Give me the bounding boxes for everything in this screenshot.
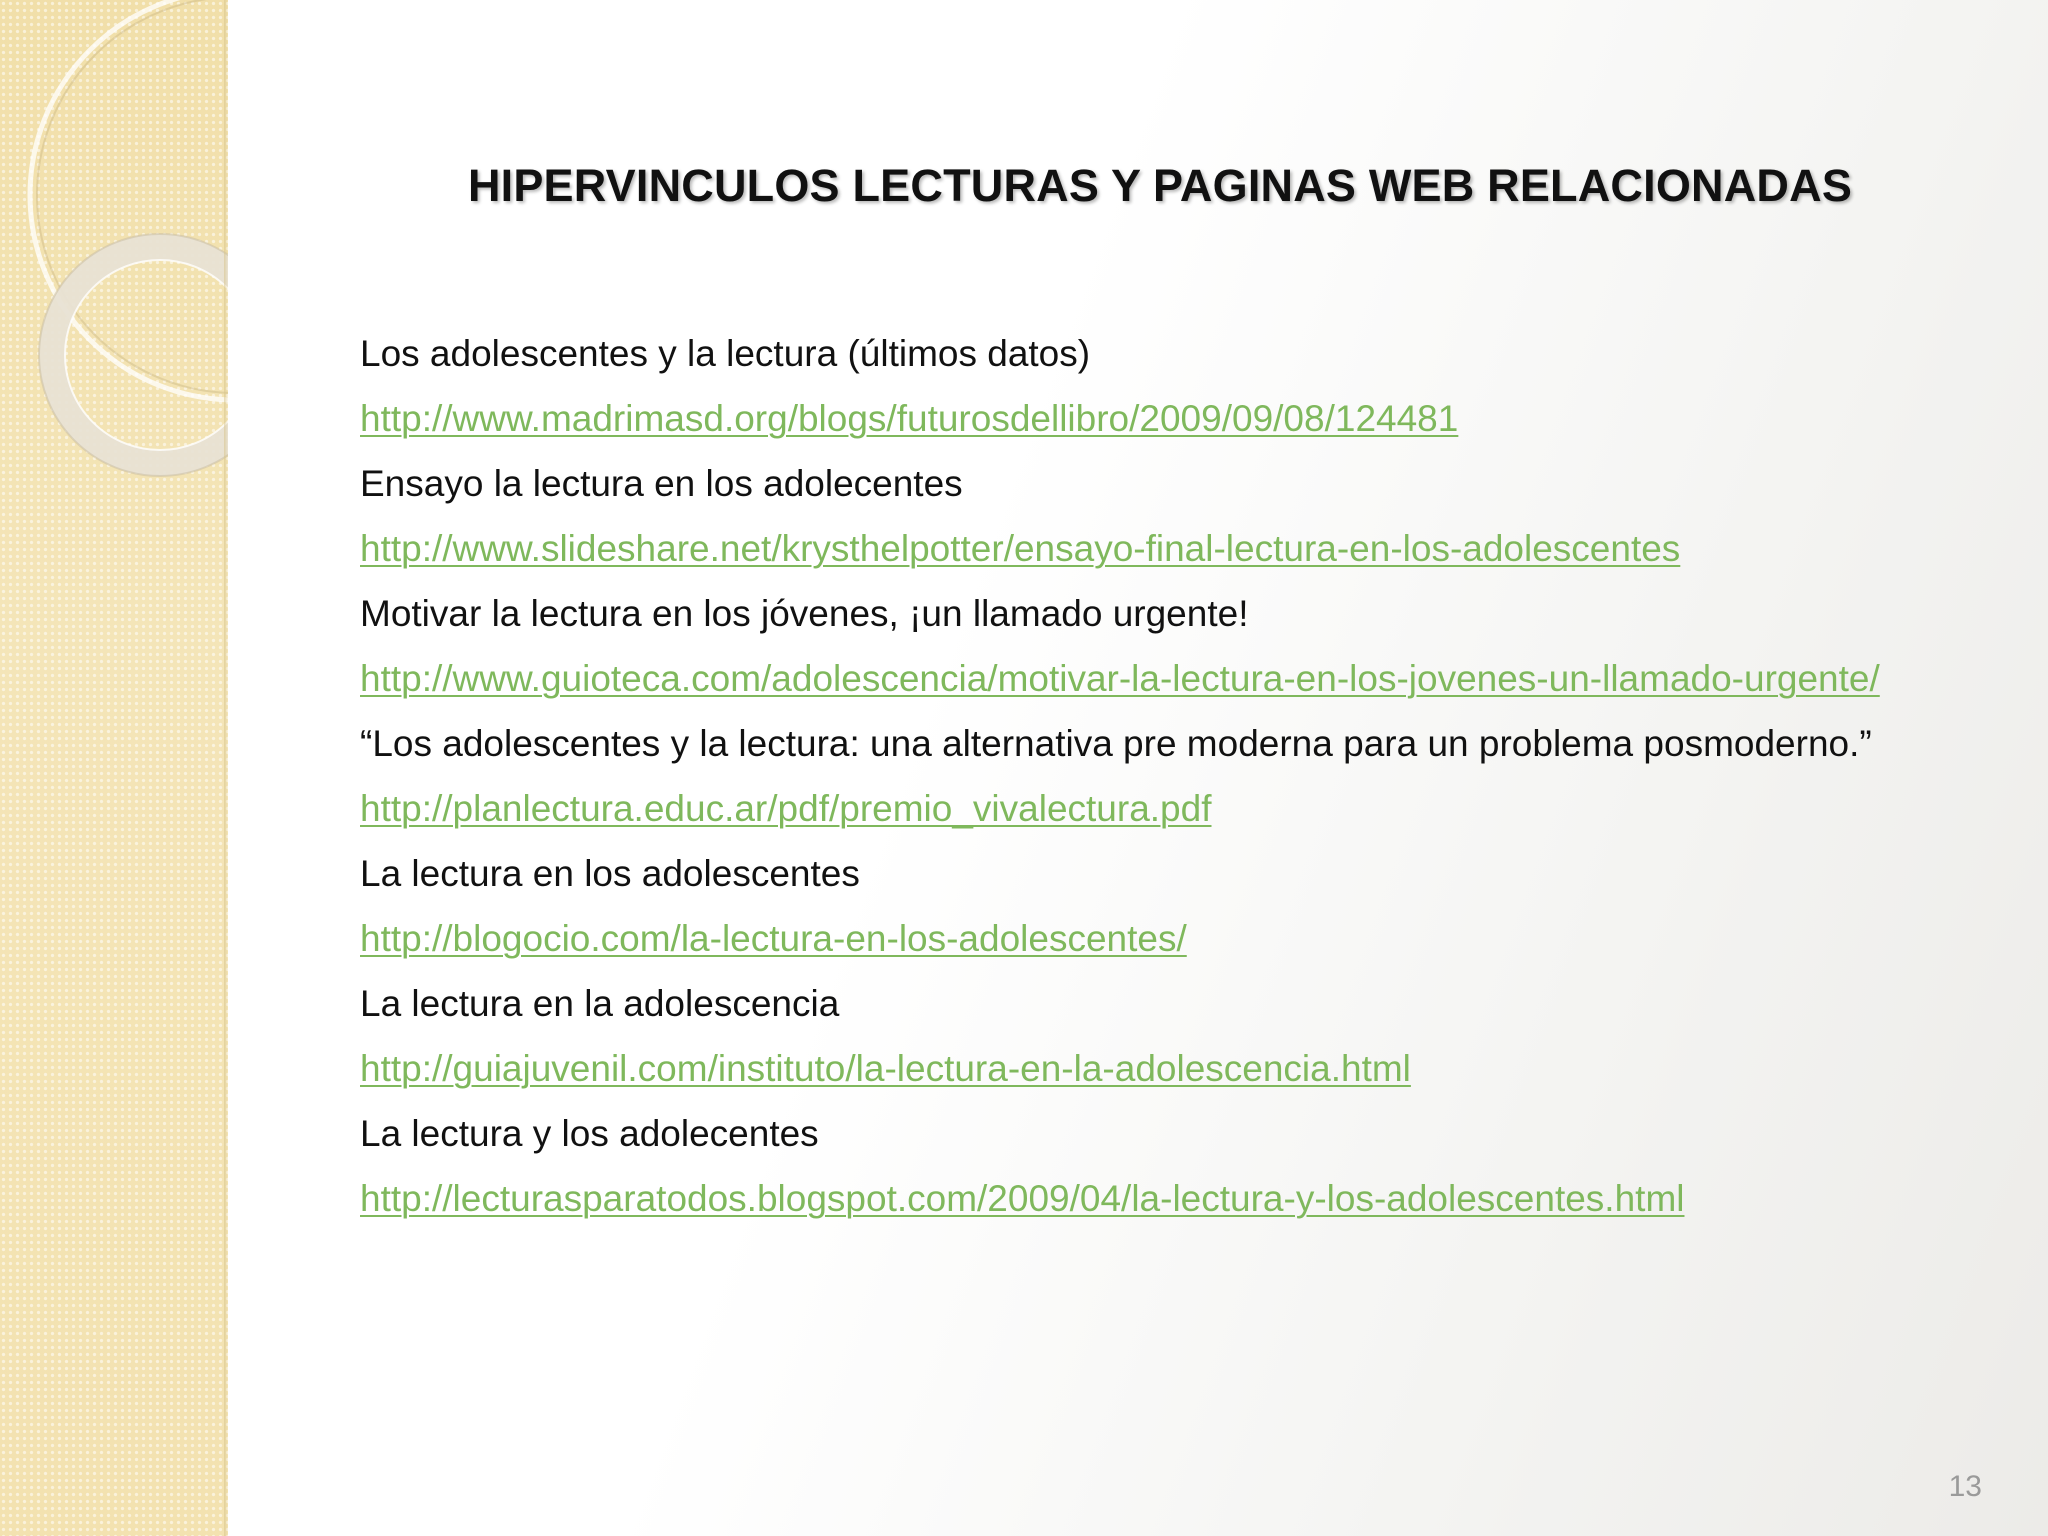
hyperlink[interactable]: http://guiajuvenil.com/instituto/la-lectura-en-la-adolescencia.html bbox=[360, 1048, 1411, 1089]
entry-link[interactable] bbox=[360, 1175, 1980, 1223]
entry-text: La lectura en la adolescencia bbox=[360, 983, 840, 1024]
entry-text: La lectura y los adolecentes bbox=[360, 1113, 819, 1154]
slide-title: HIPERVINCULOS LECTURAS Y PAGINAS WEB RELACIONADAS bbox=[467, 160, 1853, 211]
entry-text: Ensayo la lectura en los adolecentes bbox=[360, 463, 963, 504]
entry-text: La lectura en los adolescentes bbox=[360, 853, 860, 894]
entry-label bbox=[360, 850, 1980, 898]
hyperlink[interactable]: http://blogocio.com/la-lectura-en-los-adolescentes/ bbox=[360, 918, 1187, 959]
entry-label bbox=[360, 330, 1980, 378]
hyperlink[interactable]: http://www.madrimasd.org/blogs/futurosdellibro/2009/09/08/124481 bbox=[360, 398, 1459, 439]
entry-link[interactable] bbox=[360, 915, 1980, 963]
entry-text: Motivar la lectura en los jóvenes, ¡un llamado urgente! bbox=[360, 593, 1249, 634]
hyperlink[interactable]: http://planlectura.educ.ar/pdf/premio_vivalectura.pdf bbox=[360, 788, 1212, 829]
entries-list bbox=[360, 330, 1980, 1240]
entry-link[interactable] bbox=[360, 785, 1980, 833]
hyperlink[interactable]: http://www.guioteca.com/adolescencia/motivar-la-lectura-en-los-jovenes-un-llamado-urgente/ bbox=[360, 658, 1880, 699]
decorative-side-panel bbox=[0, 0, 228, 1536]
hyperlink[interactable]: http://lecturasparatodos.blogspot.com/2009/04/la-lectura-y-los-adolescentes.html bbox=[360, 1178, 1685, 1219]
entry-label bbox=[360, 720, 1980, 768]
entry-link[interactable] bbox=[360, 395, 1980, 443]
entry-label bbox=[360, 460, 1980, 508]
entry-text: “Los adolescentes y la lectura: una alternativa pre moderna para un problema posmoderno.” bbox=[360, 723, 1872, 764]
entry-label bbox=[360, 1110, 1980, 1158]
entry-text: Los adolescentes y la lectura (últimos datos) bbox=[360, 333, 1091, 374]
side-panel-edge bbox=[224, 0, 228, 1536]
entry-label bbox=[360, 590, 1980, 638]
hyperlink[interactable]: http://www.slideshare.net/krysthelpotter/ensayo-final-lectura-en-los-adolescentes bbox=[360, 528, 1681, 569]
page-number: 13 bbox=[1948, 1470, 1982, 1503]
decorative-rings-icon bbox=[0, 0, 228, 560]
entry-link[interactable] bbox=[360, 1045, 1980, 1093]
entry-link[interactable] bbox=[360, 655, 1980, 703]
entry-link[interactable] bbox=[360, 525, 1980, 573]
entry-label bbox=[360, 980, 1980, 1028]
